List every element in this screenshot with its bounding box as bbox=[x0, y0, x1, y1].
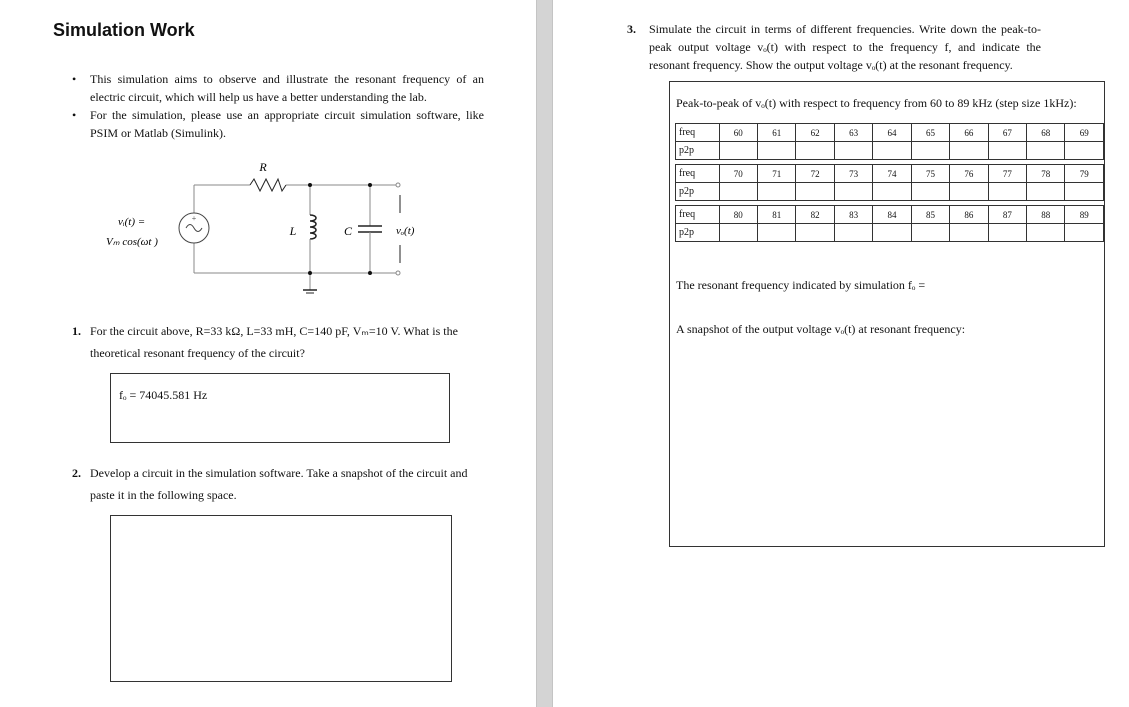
p2p-label-cell: p2p bbox=[676, 224, 720, 242]
question-1-number: 1. bbox=[72, 324, 81, 338]
question-3-number: 3. bbox=[627, 22, 636, 36]
right-page bbox=[553, 0, 1129, 707]
freq-value-cell: 81 bbox=[757, 206, 795, 224]
snapshot-prompt: A snapshot of the output voltage vₒ(t) at resonant frequency: bbox=[676, 322, 966, 336]
freq-value-cell: 68 bbox=[1027, 124, 1065, 142]
freq-value-cell: 86 bbox=[950, 206, 988, 224]
question-3 bbox=[627, 20, 1041, 74]
freq-value-cell: 60 bbox=[719, 124, 757, 142]
p2p-value-cell[interactable] bbox=[834, 142, 872, 160]
p2p-value-cell[interactable] bbox=[873, 142, 911, 160]
p2p-value-cell[interactable] bbox=[834, 224, 872, 242]
freq-value-cell: 88 bbox=[1027, 206, 1065, 224]
freq-value-cell: 61 bbox=[757, 124, 795, 142]
inductor-label: L bbox=[289, 224, 297, 238]
freq-label-cell: freq bbox=[676, 206, 720, 224]
freq-value-cell: 63 bbox=[834, 124, 872, 142]
freq-value-cell: 89 bbox=[1065, 206, 1104, 224]
bullet-1-text: This simulation aims to observe and illustrate the resonant frequency of an electric circuit, which will help us have a better understanding the lab. bbox=[90, 72, 484, 104]
p2p-value-cell[interactable] bbox=[1027, 224, 1065, 242]
p2p-value-cell[interactable] bbox=[950, 142, 988, 160]
p2p-value-cell[interactable] bbox=[757, 183, 795, 201]
p2p-value-cell[interactable] bbox=[911, 183, 949, 201]
freq-value-cell: 83 bbox=[834, 206, 872, 224]
p2p-row bbox=[676, 224, 1104, 242]
freq-label-cell: freq bbox=[676, 165, 720, 183]
question-1-text: For the circuit above, R=33 kΩ, L=33 mH, C=140 pF, Vₘ=10 V. What is the theoretical resonant frequency of the circuit? bbox=[90, 324, 458, 360]
bullet-1: • This simulation aims to observe and illustrate the resonant frequency of an electric circuit, which will help us have a better understanding the lab. bbox=[72, 72, 484, 104]
freq-value-cell: 72 bbox=[796, 165, 834, 183]
freq-value-cell: 78 bbox=[1027, 165, 1065, 183]
p2p-value-cell[interactable] bbox=[1027, 142, 1065, 160]
p2p-value-cell[interactable] bbox=[719, 224, 757, 242]
question-2-text: Develop a circuit in the simulation software. Take a snapshot of the circuit and paste it in the following space. bbox=[90, 466, 468, 502]
svg-text:+: + bbox=[191, 214, 197, 223]
p2p-value-cell[interactable] bbox=[796, 142, 834, 160]
freq-value-cell: 66 bbox=[950, 124, 988, 142]
p2p-value-cell[interactable] bbox=[988, 224, 1026, 242]
vin-expression: Vₘ cos(ωt ) bbox=[106, 236, 158, 248]
question-2-number: 2. bbox=[72, 466, 81, 480]
freq-value-cell: 77 bbox=[988, 165, 1026, 183]
resistor-label: R bbox=[259, 160, 267, 174]
p2p-value-cell[interactable] bbox=[834, 183, 872, 201]
inductor-symbol bbox=[310, 215, 316, 239]
page-gutter bbox=[536, 0, 553, 707]
freq-value-cell: 84 bbox=[873, 206, 911, 224]
p2p-value-cell[interactable] bbox=[988, 183, 1026, 201]
freq-value-cell: 87 bbox=[988, 206, 1026, 224]
p2p-value-cell[interactable] bbox=[950, 183, 988, 201]
question-1 bbox=[72, 320, 484, 364]
p2p-value-cell[interactable] bbox=[719, 183, 757, 201]
circuit-diagram bbox=[100, 155, 440, 305]
p2p-label-cell: p2p bbox=[676, 142, 720, 160]
freq-value-cell: 85 bbox=[911, 206, 949, 224]
p2p-value-cell[interactable] bbox=[719, 142, 757, 160]
resonant-frequency-prompt: The resonant frequency indicated by simulation fₒ = bbox=[676, 278, 926, 292]
p2p-value-cell[interactable] bbox=[796, 183, 834, 201]
freq-value-cell: 71 bbox=[757, 165, 795, 183]
p2p-row bbox=[676, 142, 1104, 160]
freq-label-cell: freq bbox=[676, 124, 720, 142]
freq-value-cell: 79 bbox=[1065, 165, 1104, 183]
vout-label: vₒ(t) bbox=[396, 225, 415, 237]
freq-value-cell: 70 bbox=[719, 165, 757, 183]
p2p-value-cell[interactable] bbox=[873, 224, 911, 242]
freq-value-cell: 82 bbox=[796, 206, 834, 224]
p2p-value-cell[interactable] bbox=[1065, 224, 1104, 242]
freq-value-cell: 62 bbox=[796, 124, 834, 142]
capacitor-label: C bbox=[343, 224, 353, 238]
question-2 bbox=[72, 462, 484, 506]
table-heading: Peak-to-peak of vₒ(t) with respect to frequency from 60 to 89 kHz (step size 1kHz): bbox=[676, 96, 1077, 110]
freq-value-cell: 80 bbox=[719, 206, 757, 224]
resonant-frequency-answer: fₒ = 74045.581 Hz bbox=[119, 388, 208, 402]
bullet-2: • For the simulation, please use an appropriate circuit simulation software, like PSIM or Matlab (Simulink). bbox=[72, 108, 484, 140]
p2p-value-cell[interactable] bbox=[1065, 183, 1104, 201]
p2p-value-cell[interactable] bbox=[1027, 183, 1065, 201]
freq-row bbox=[676, 165, 1104, 183]
freq-row bbox=[676, 124, 1104, 142]
p2p-label-cell: p2p bbox=[676, 183, 720, 201]
p2p-value-cell[interactable] bbox=[911, 142, 949, 160]
p2p-value-cell[interactable] bbox=[950, 224, 988, 242]
p2p-value-cell[interactable] bbox=[911, 224, 949, 242]
vin-label: vᵢ(t) = bbox=[118, 216, 146, 228]
left-page bbox=[0, 0, 536, 707]
p2p-value-cell[interactable] bbox=[988, 142, 1026, 160]
frequency-table bbox=[675, 123, 1104, 242]
question-3-text: Simulate the circuit in terms of different frequencies. Write down the peak-to-peak output voltage vₒ(t) with respect to the frequency f, and indicate the resonant frequency. Show the output voltage vₒ(t) at the resonant frequency. bbox=[649, 22, 1041, 72]
p2p-value-cell[interactable] bbox=[873, 183, 911, 201]
freq-value-cell: 75 bbox=[911, 165, 949, 183]
circuit-snapshot-box[interactable] bbox=[110, 515, 452, 682]
p2p-value-cell[interactable] bbox=[757, 142, 795, 160]
simulation-answer-box[interactable] bbox=[669, 81, 1105, 547]
freq-value-cell: 73 bbox=[834, 165, 872, 183]
intro-bullets bbox=[72, 70, 484, 142]
p2p-value-cell[interactable] bbox=[796, 224, 834, 242]
p2p-value-cell[interactable] bbox=[1065, 142, 1104, 160]
freq-row bbox=[676, 206, 1104, 224]
freq-value-cell: 76 bbox=[950, 165, 988, 183]
resistor-symbol bbox=[250, 179, 286, 191]
freq-value-cell: 74 bbox=[873, 165, 911, 183]
freq-value-cell: 69 bbox=[1065, 124, 1104, 142]
page-title: Simulation Work bbox=[53, 20, 195, 40]
freq-value-cell: 67 bbox=[988, 124, 1026, 142]
freq-value-cell: 64 bbox=[873, 124, 911, 142]
answer-box-1[interactable] bbox=[110, 373, 450, 443]
freq-value-cell: 65 bbox=[911, 124, 949, 142]
p2p-row bbox=[676, 183, 1104, 201]
p2p-value-cell[interactable] bbox=[757, 224, 795, 242]
bullet-2-text: For the simulation, please use an appropriate circuit simulation software, like PSIM or Matlab (Simulink). bbox=[90, 108, 484, 140]
